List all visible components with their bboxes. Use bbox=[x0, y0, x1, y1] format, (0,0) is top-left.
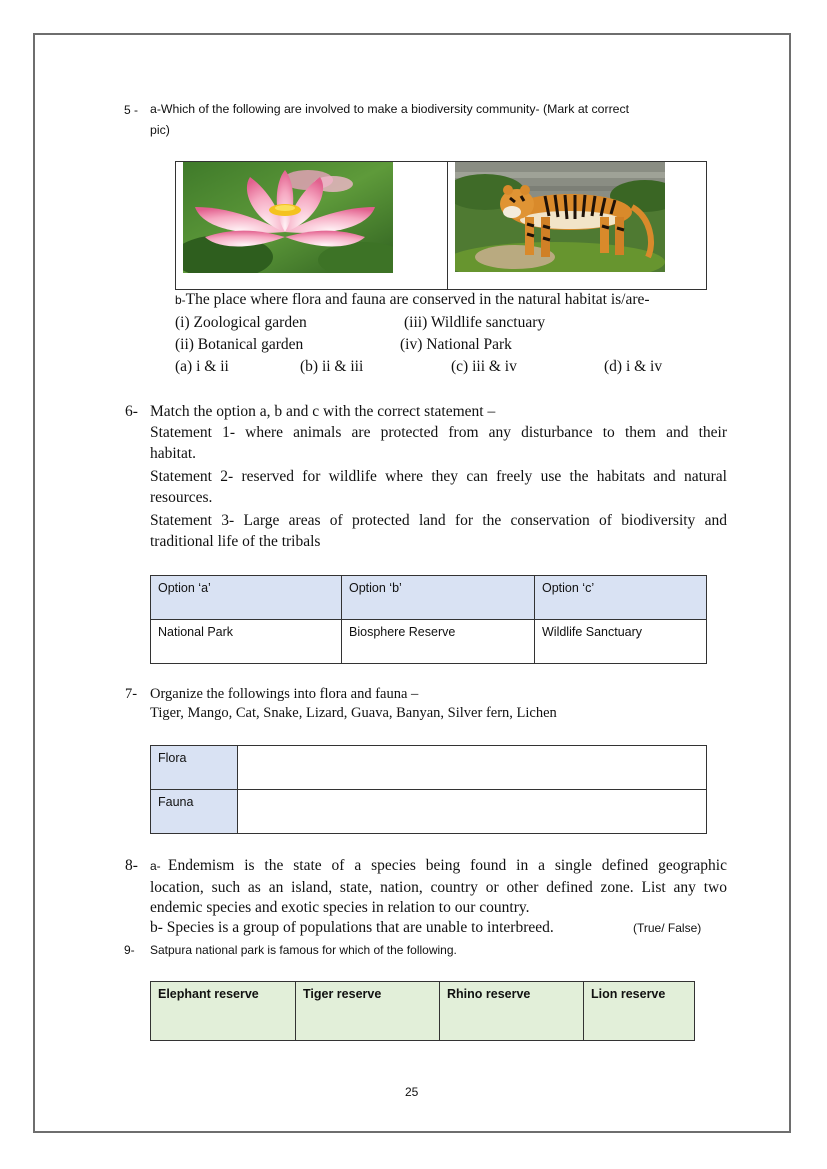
q9-question: Satpura national park is famous for which of the following. bbox=[150, 943, 457, 957]
q8-number: 8- bbox=[125, 857, 138, 874]
q6-statement2-line2: resources. bbox=[150, 489, 213, 506]
answer-d[interactable]: (d) i & iv bbox=[604, 358, 663, 375]
answer-c[interactable]: (c) iii & iv bbox=[451, 358, 517, 375]
q9-option-elephant-reserve[interactable]: Elephant reserve bbox=[151, 982, 296, 1041]
q6-statement2-line1: Statement 2- reserved for wildlife where they can freely use the habitats and natural bbox=[150, 468, 727, 485]
q9-option-lion-reserve[interactable]: Lion reserve bbox=[584, 982, 695, 1041]
q8b-true-false[interactable]: (True/ False) bbox=[633, 921, 702, 935]
q7-flora-fauna-table bbox=[150, 745, 707, 834]
page-number: 25 bbox=[405, 1085, 419, 1099]
q5b-prefix: b- bbox=[175, 293, 186, 307]
lotus-picture[interactable] bbox=[183, 162, 393, 273]
q5b-text: The place where flora and fauna are conserved in the natural habitat is/are- bbox=[185, 291, 650, 308]
flora-label: Flora bbox=[151, 746, 238, 790]
fauna-answer-cell[interactable] bbox=[238, 790, 707, 834]
q6-statement1-line2: habitat. bbox=[150, 445, 197, 462]
q8a-prefix: a- bbox=[150, 859, 161, 873]
q5-question-line2: pic) bbox=[150, 123, 170, 137]
q9-number: 9- bbox=[124, 943, 135, 957]
q7-list: Tiger, Mango, Cat, Snake, Lizard, Guava, Banyan, Silver fern, Lichen bbox=[150, 705, 557, 721]
option-iv: (iv) National Park bbox=[400, 336, 512, 353]
q6-statement3-line1: Statement 3- Large areas of protected land for the conservation of biodiversity and bbox=[150, 512, 727, 529]
option-iii: (iii) Wildlife sanctuary bbox=[404, 314, 546, 331]
q9-options-table bbox=[150, 981, 695, 1041]
answer-a[interactable]: (a) i & ii bbox=[175, 358, 229, 375]
q7-intro: Organize the followings into flora and fauna – bbox=[150, 686, 419, 702]
q9-option-rhino-reserve[interactable]: Rhino reserve bbox=[440, 982, 584, 1041]
flora-answer-cell[interactable] bbox=[238, 746, 707, 790]
q5-question-line1: a-Which of the following are involved to make a biodiversity community- (Mark at correct bbox=[150, 102, 630, 116]
answer-b[interactable]: (b) ii & iii bbox=[300, 358, 364, 375]
q8a-line1: Endemism is the state of a species being found in a single defined geographic bbox=[168, 857, 727, 874]
q6-header-b: Option ‘b’ bbox=[342, 576, 535, 620]
q6-number: 6- bbox=[125, 403, 138, 420]
q8a-line3: endemic species and exotic species in relation to our country. bbox=[150, 899, 530, 916]
q6-cell-a[interactable]: National Park bbox=[151, 620, 342, 664]
q6-match-table bbox=[150, 575, 707, 664]
q8a-line2: location, such as an island, state, nation, country or other defined zone. List any two bbox=[150, 879, 727, 896]
q6-statement1-line1: Statement 1- where animals are protected from any disturbance to them and their bbox=[150, 424, 727, 441]
option-ii: (ii) Botanical garden bbox=[175, 336, 304, 353]
q6-intro: Match the option a, b and c with the correct statement – bbox=[150, 403, 496, 420]
option-i: (i) Zoological garden bbox=[175, 314, 307, 331]
q7-number: 7- bbox=[125, 686, 138, 702]
q8b-text: b- Species is a group of populations that are unable to interbreed. bbox=[150, 919, 554, 936]
fauna-label: Fauna bbox=[151, 790, 238, 834]
q6-statement3-line2: traditional life of the tribals bbox=[150, 533, 321, 550]
q5-number: 5 - bbox=[124, 103, 139, 117]
q6-cell-c[interactable]: Wildlife Sanctuary bbox=[535, 620, 707, 664]
tiger-picture[interactable] bbox=[455, 162, 665, 272]
q6-cell-b[interactable]: Biosphere Reserve bbox=[342, 620, 535, 664]
q6-header-a: Option ‘a’ bbox=[151, 576, 342, 620]
q5b-question bbox=[175, 291, 650, 309]
q9-option-tiger-reserve[interactable]: Tiger reserve bbox=[296, 982, 440, 1041]
q6-header-c: Option ‘c’ bbox=[535, 576, 707, 620]
